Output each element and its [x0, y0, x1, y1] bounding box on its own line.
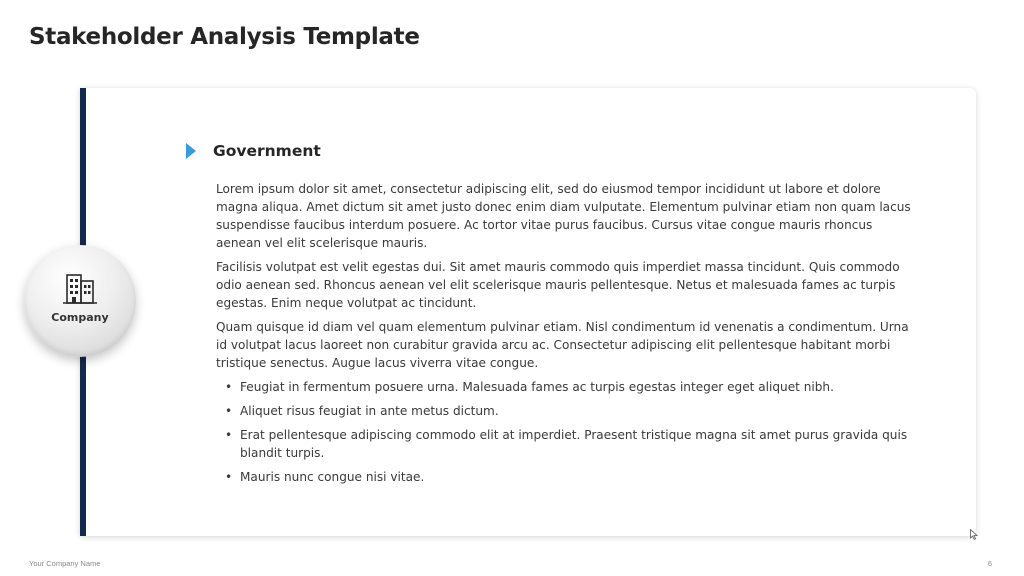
section-title: Government [213, 142, 321, 160]
bullet-list [216, 378, 920, 486]
list-item: • Aliquet risus feugiat in ante metus dictum. [216, 402, 920, 420]
paragraph: Quam quisque id diam vel quam elementum pulvinar etiam. Nisl condimentum id venenatis a condimentum. Urna id volutpat lacus laoreet non curabitur gravida arcu ac. Consectetur adipiscing elit pellentesque habitant morbi tristique senectus. Augue lacus viverra vitae congue. [216, 320, 909, 370]
section-body [216, 180, 920, 492]
chevron-right-icon [186, 143, 196, 159]
footer-company-name: Your Company Name [29, 559, 101, 568]
list-item: • Erat pellentesque adipiscing commodo elit at imperdiet. Praesent tristique magna sit amet purus gravida quis blandit turpis. [216, 426, 920, 462]
company-badge [24, 245, 136, 357]
list-item: • Feugiat in fermentum posuere urna. Malesuada fames ac turpis egestas integer eget aliquet nibh. [216, 378, 920, 396]
badge-label: Company [51, 311, 109, 324]
mouse-cursor-icon [970, 529, 978, 540]
footer-page-number: 6 [987, 559, 992, 568]
paragraph: Facilisis volutpat est velit egestas dui. Sit amet mauris commodo quis imperdiet massa tincidunt. Quis commodo odio aenean sed. Rhoncus aenean vel elit scelerisque mauris pellentesque. Netus et malesuada fames ac turpis egestas. Enim neque volutpat ac tincidunt. [216, 260, 900, 310]
building-icon [61, 269, 99, 305]
page-title: Stakeholder Analysis Template [29, 24, 420, 50]
list-item: • Mauris nunc congue nisi vitae. [216, 468, 920, 486]
section-heading [186, 142, 321, 160]
paragraph: Lorem ipsum dolor sit amet, consectetur adipiscing elit, sed do eiusmod tempor incididunt ut labore et dolore magna aliqua. Amet dictum sit amet justo donec enim diam vulputate. Elementum pulvinar etiam non quam lacus suspendisse faucibus interdum posuere. Ac tortor vitae purus faucibus. Cursus vitae congue mauris rhoncus aenean vel elit scelerisque mauris. [216, 182, 911, 250]
